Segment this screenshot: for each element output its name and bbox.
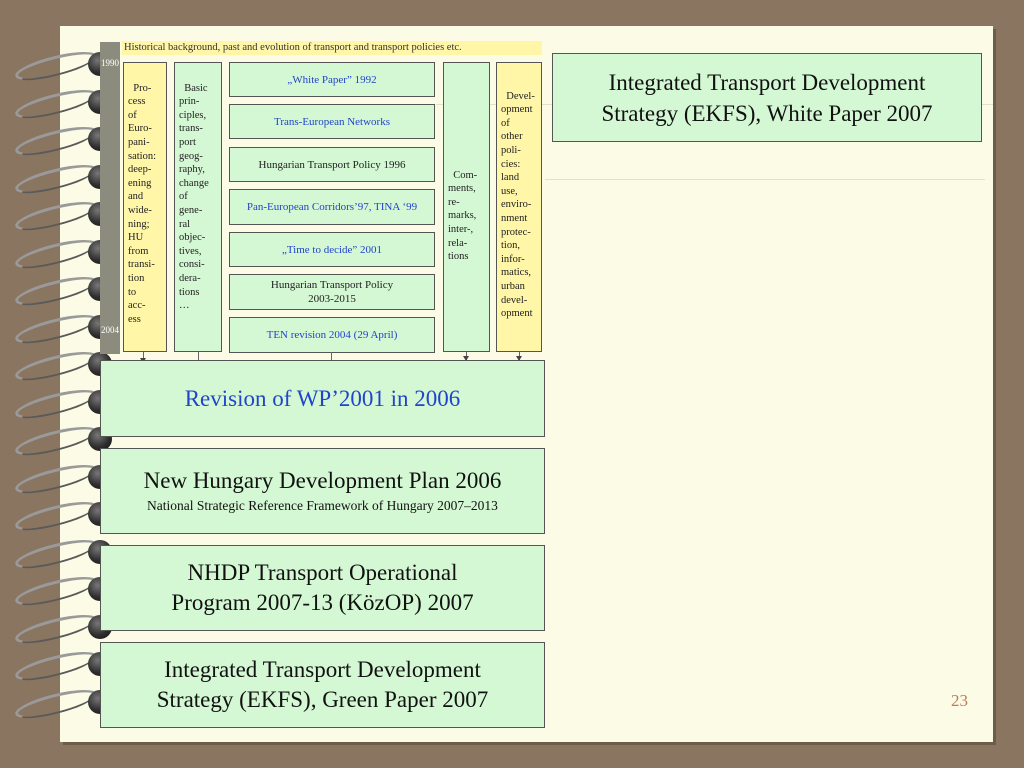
timeline-start-year: 1990 — [101, 58, 119, 68]
spiral-ring — [14, 163, 104, 193]
spiral-ring — [14, 650, 104, 680]
green-paper-text: Integrated Transport Development Strategy (EKFS), Green Paper 2007 — [156, 657, 489, 712]
spiral-ring — [14, 388, 104, 418]
spiral-ring — [14, 88, 104, 118]
spiral-ring — [14, 125, 104, 155]
item-pan-european-corridors — [229, 189, 435, 225]
timeline-end-year: 2004 — [101, 325, 119, 335]
spiral-ring — [14, 463, 104, 493]
comments-column-text: Com- ments, re- marks, inter-, rela- tions — [448, 169, 478, 263]
item-hungarian-transport-policy-2003 — [229, 274, 435, 310]
basic-principles-column — [174, 62, 222, 352]
process-column-text: Pro- cess of Euro- pani- sation: deep- ening and wide- ning; HU from transi- tion to acc- ess — [128, 82, 156, 325]
comments-column — [443, 62, 490, 352]
item-text: Hungarian Transport Policy 2003-2015 — [270, 279, 394, 305]
spiral-ring — [14, 350, 104, 380]
item-text: Trans-European Networks — [274, 115, 390, 128]
item-text: „Time to decide” 2001 — [281, 243, 383, 256]
spiral-ring — [14, 200, 104, 230]
revision-box — [100, 360, 545, 437]
development-column — [496, 62, 542, 352]
page-number: 23 — [951, 691, 968, 710]
basic-principles-text: Basic prin- ciples, trans- port geog- raphy, change of gene- ral objec- tives, consi- dera- tions … — [179, 82, 209, 312]
spiral-ring — [14, 613, 104, 643]
development-column-text: Devel- opment of other poli- cies: land use, enviro- nment protec- tion, infor- matics, urban devel- opment — [501, 90, 535, 320]
connector-line — [198, 352, 199, 360]
process-column — [123, 62, 167, 352]
spiral-ring — [14, 275, 104, 305]
green-paper-box — [100, 642, 545, 728]
connector-line — [331, 352, 332, 360]
item-white-paper-1992 — [229, 62, 435, 97]
kozop-text: NHDP Transport Operational Program 2007-13 (KözOP) 2007 — [171, 560, 474, 615]
timeline-bar — [100, 42, 120, 354]
spiral-ring — [14, 575, 104, 605]
spiral-ring — [14, 50, 104, 80]
item-hungarian-transport-policy-1996 — [229, 147, 435, 182]
nhdp-title: New Hungary Development Plan 2006 — [143, 468, 502, 493]
item-text: TEN revision 2004 (29 April) — [266, 329, 398, 341]
kozop-box — [100, 545, 545, 631]
spiral-ring — [14, 238, 104, 268]
nhdp-subtitle: National Strategic Reference Framework of Hungary 2007–2013 — [147, 498, 498, 513]
item-time-to-decide-2001 — [229, 232, 435, 267]
revision-text: Revision of WP’2001 in 2006 — [184, 385, 461, 411]
spiral-ring — [14, 688, 104, 718]
item-text: Hungarian Transport Policy 1996 — [258, 158, 406, 171]
spiral-ring — [14, 313, 104, 343]
item-ten-revision-2004 — [229, 317, 435, 353]
white-paper-title-box — [552, 53, 982, 142]
white-paper-title-text: Integrated Transport Development Strategy (EKFS), White Paper 2007 — [601, 69, 933, 126]
header-banner: Historical background, past and evolution of transport and transport policies etc. — [122, 41, 542, 55]
spiral-ring — [14, 425, 104, 455]
item-trans-european-networks — [229, 104, 435, 139]
nhdp-box — [100, 448, 545, 534]
item-text: Pan-European Corridors’97, TINA ‘99 — [246, 201, 418, 213]
item-text: „White Paper” 1992 — [287, 73, 377, 86]
spiral-ring — [14, 500, 104, 530]
spiral-ring — [14, 538, 104, 568]
slide-rule-mid — [545, 179, 985, 180]
